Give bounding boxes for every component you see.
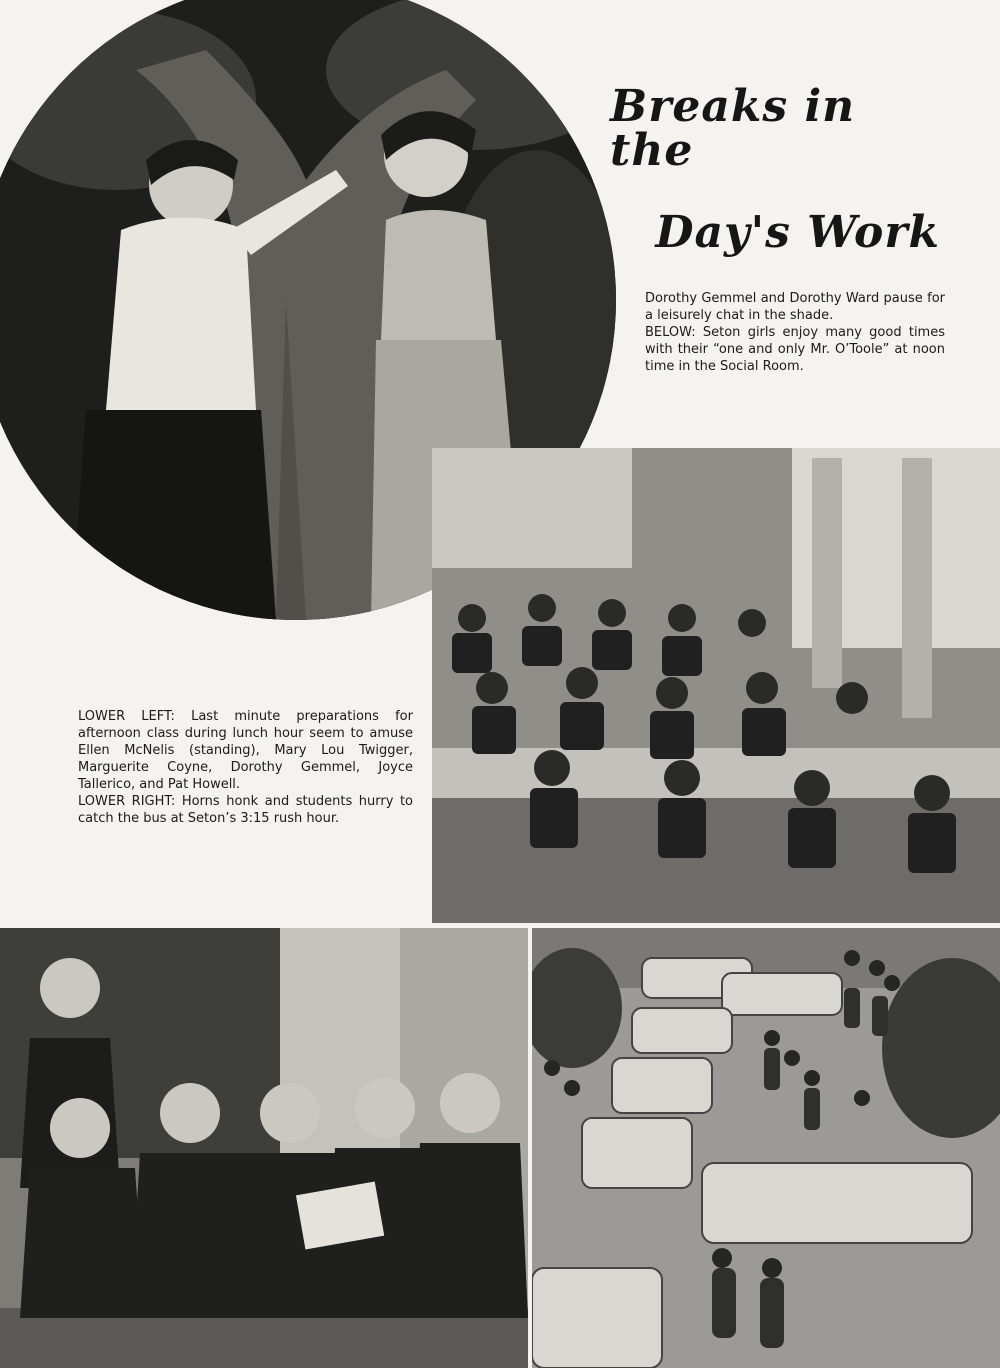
caption-top-right (645, 290, 945, 375)
caption-lower-left: LOWER LEFT: Last minute preparations for afternoon class during lunch hour seem to amuse Ellen McNelis (standing), Mary Lou Twigger, Marguerite Coyne, Dorothy Gemmel, Joyce Tallerico, and Pat Howell. (78, 709, 413, 792)
title-line-1: Breaks in the (610, 81, 856, 176)
caption-lower-right: LOWER RIGHT: Horns honk and students hurry to catch the bus at Seton’s 3:15 rush hour. (78, 794, 413, 826)
bus-rush-hour-photo (532, 928, 1000, 1368)
social-room-illustration (432, 448, 1000, 923)
caption-tree: Dorothy Gemmel and Dorothy Ward pause for a leisurely chat in the shade. (645, 291, 945, 323)
title-line-2: Day's Work (655, 207, 940, 258)
caption-middle-left (78, 708, 413, 827)
study-group-photo (0, 928, 528, 1368)
bus-rush-illustration (532, 928, 1000, 1368)
social-room-lunch-photo (432, 448, 1000, 923)
caption-below: BELOW: Seton girls enjoy many good times with their “one and only Mr. O’Toole” at noon time in the Social Room. (645, 325, 945, 374)
page-title (600, 81, 940, 258)
study-group-illustration (0, 928, 528, 1368)
